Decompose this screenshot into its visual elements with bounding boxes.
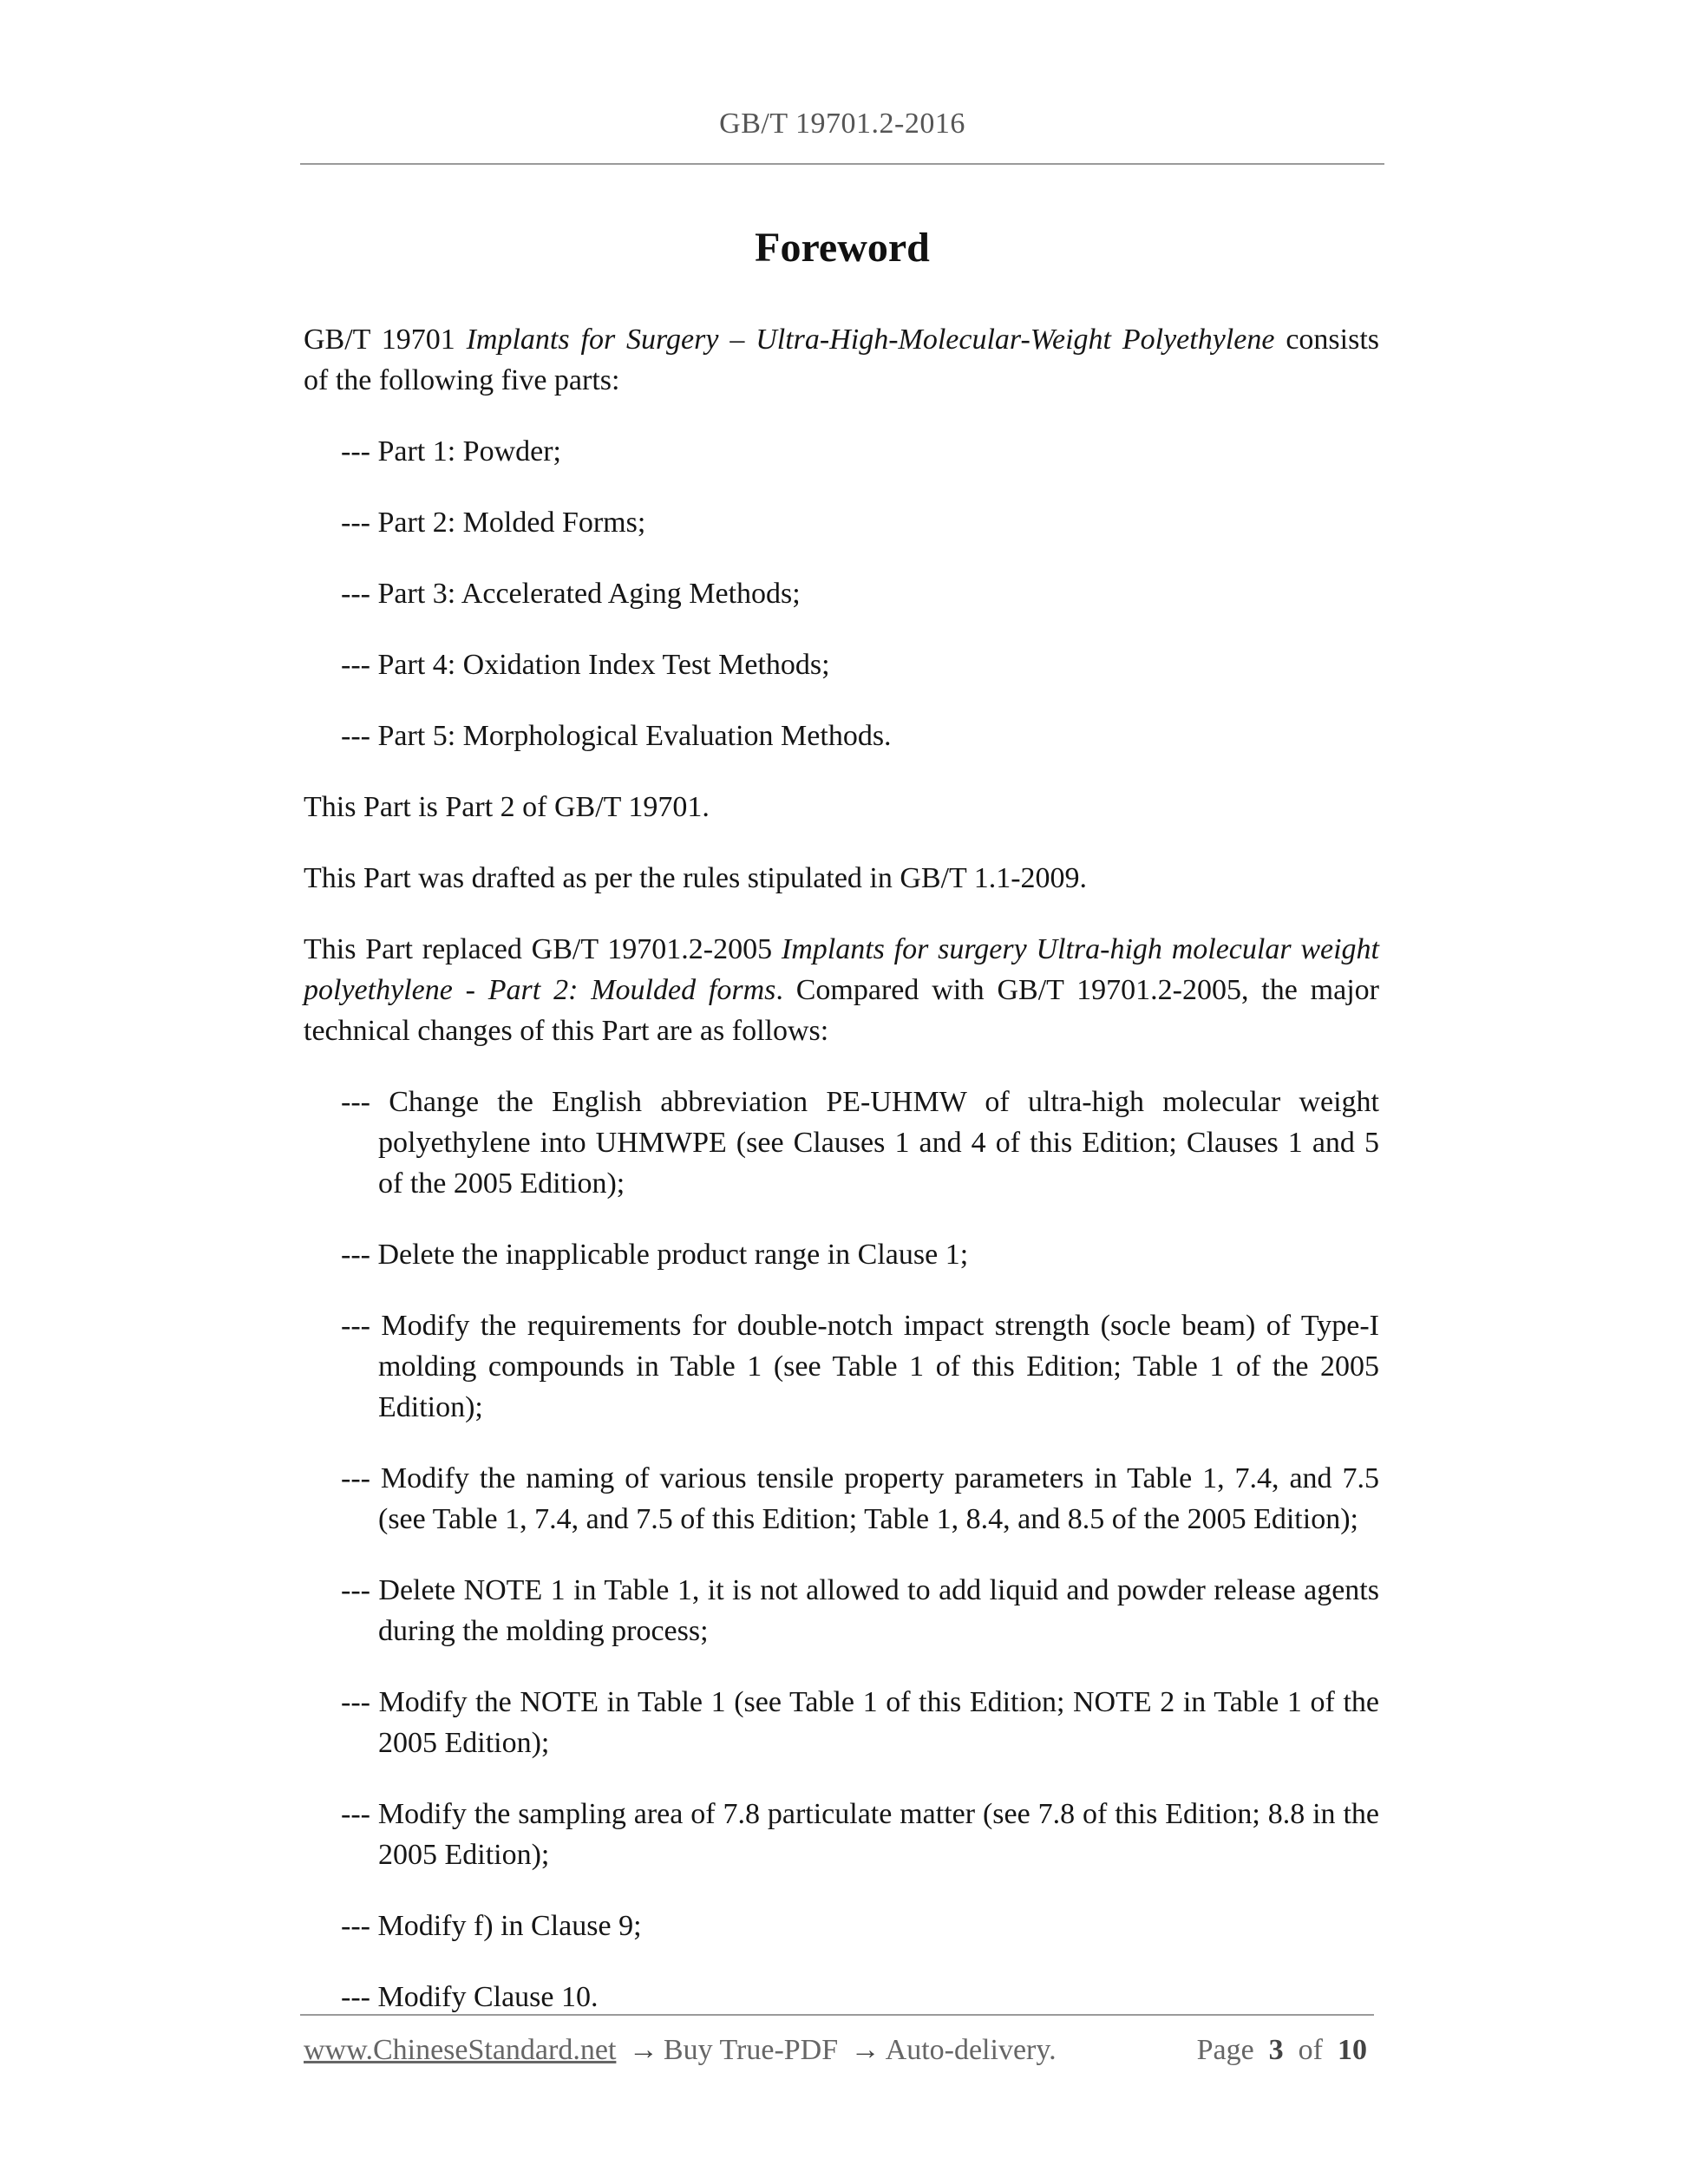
change-list-item: --- Modify the naming of various tensile property parameters in Table 1, 7.4, and 7.5 (see Table 1, 7.4, and 7.5 of this Edition; Table 1, 8.4, and 8.5 of the 2005 Edition); bbox=[341, 1462, 1379, 1535]
page-indicator bbox=[1197, 2034, 1367, 2067]
replaced-tail: . Compared with GB/T 19701.2-2005, the major technical changes of this Part are as follows: bbox=[304, 974, 1379, 1047]
change-list-item: --- Modify the NOTE in Table 1 (see Table 1 of this Edition; NOTE 2 in Table 1 of the 2005 Edition); bbox=[341, 1686, 1379, 1759]
arrow-right-icon: → bbox=[628, 2034, 658, 2066]
document-body bbox=[304, 319, 1379, 2048]
header-divider bbox=[300, 163, 1384, 165]
intro-tail: consists of the following five parts: bbox=[304, 324, 1379, 396]
auto-delivery-text: Auto-delivery. bbox=[885, 2034, 1057, 2066]
page-title: Foreword bbox=[755, 225, 930, 271]
series-title: Implants for Surgery – Ultra-High-Molecular-Weight Polyethylene bbox=[466, 324, 1275, 356]
change-list-item: --- Modify the requirements for double-notch impact strength (socle beam) of Type-I molding compounds in Table 1 (see Table 1 of this Edition; Table 1 of the 2005 Edition); bbox=[341, 1310, 1379, 1423]
page-word: Page bbox=[1196, 2034, 1254, 2066]
change-list-item: --- Modify f) in Clause 9; bbox=[341, 1910, 642, 1942]
part-list-item: --- Part 4: Oxidation Index Test Methods; bbox=[341, 649, 830, 681]
of-word: of bbox=[1298, 2034, 1323, 2066]
page-current: 3 bbox=[1268, 2034, 1284, 2066]
page-total: 10 bbox=[1338, 2034, 1367, 2066]
footer-promo bbox=[304, 2034, 1057, 2067]
header-standard-code: GB/T 19701.2-2016 bbox=[719, 108, 965, 140]
replaced-paragraph bbox=[304, 929, 1379, 1051]
arrow-right-icon: → bbox=[850, 2034, 880, 2066]
change-list-item: --- Delete the inapplicable product range in Clause 1; bbox=[341, 1239, 969, 1271]
intro-code: GB/T 19701 bbox=[304, 324, 455, 356]
change-list-item: --- Modify the sampling area of 7.8 particulate matter (see 7.8 of this Edition; 8.8 in the 2005 Edition); bbox=[341, 1798, 1379, 1871]
part-list-item: --- Part 1: Powder; bbox=[341, 435, 562, 468]
intro-paragraph bbox=[304, 319, 1379, 401]
part-list-item: --- Part 5: Morphological Evaluation Methods. bbox=[341, 720, 892, 752]
change-list-item: --- Change the English abbreviation PE-UHMW of ultra-high molecular weight polyethylene into UHMWPE (see Clauses 1 and 4 of this Edition; Clauses 1 and 5 of the 2005 Edition); bbox=[341, 1086, 1379, 1200]
change-list-item: --- Modify Clause 10. bbox=[341, 1981, 599, 2013]
footer-divider bbox=[300, 2014, 1374, 2016]
replaced-title: Implants for surgery Ultra-high molecular weight polyethylene - Part 2: Moulded forms bbox=[304, 933, 1379, 1006]
part-list-item: --- Part 3: Accelerated Aging Methods; bbox=[341, 578, 801, 610]
replaced-lead: This Part replaced GB/T 19701.2-2005 bbox=[304, 933, 773, 965]
buy-true-pdf-text: Buy True-PDF bbox=[663, 2034, 839, 2066]
site-link[interactable]: www.ChineseStandard.net bbox=[304, 2034, 617, 2066]
part-of-statement: This Part is Part 2 of GB/T 19701. bbox=[304, 791, 710, 823]
part-list-item: --- Part 2: Molded Forms; bbox=[341, 507, 646, 539]
change-list-item: --- Delete NOTE 1 in Table 1, it is not allowed to add liquid and powder release agents during the molding process; bbox=[341, 1574, 1379, 1647]
drafted-statement: This Part was drafted as per the rules stipulated in GB/T 1.1-2009. bbox=[304, 862, 1088, 894]
